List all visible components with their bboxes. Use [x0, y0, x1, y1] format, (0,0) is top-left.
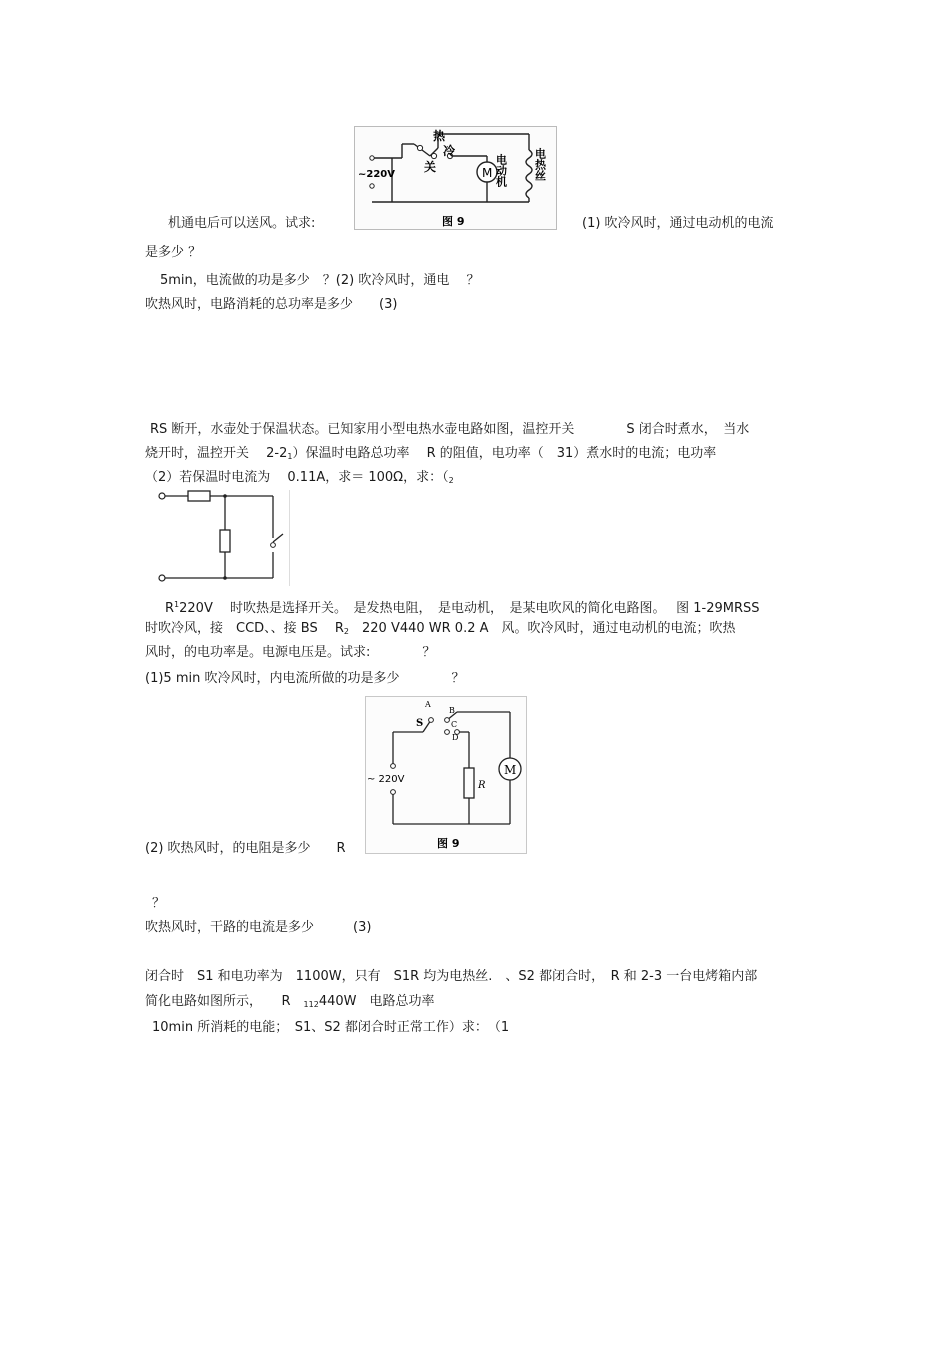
p3-line3: 风时，的电功率是。电源电压是。试求: ？	[145, 645, 436, 660]
p2-line3	[145, 470, 454, 489]
source-label: ~220V	[358, 169, 395, 180]
p2-line2-part-a: 烧开时，温控开关 2-2	[145, 446, 288, 461]
p3-line1-part-b: 220V 时吹热是选择开关。 是发热电阻， 是电动机， 是某电吹风的简化电路图。 图 1-29MRSS	[179, 601, 760, 616]
contact-b-label: B	[449, 706, 455, 715]
p2-line3-subscript: 2	[448, 476, 454, 485]
p3-line2	[145, 621, 736, 640]
switch-s-label: S	[416, 718, 424, 729]
contact-d-label: D	[452, 733, 459, 742]
p3-line1-part-a: R	[165, 601, 175, 616]
motor-symbol-label: M	[482, 166, 493, 180]
p3-line2-part-a: 时吹冷风，接 CCD、、接 BS R	[145, 621, 344, 636]
p3-line4: (1)5 min 吹冷风时，内电流所做的功是多少 ？	[145, 671, 465, 686]
p3-line1-superscript: 1	[174, 600, 180, 609]
heating-wire-label: 电热丝	[533, 148, 547, 181]
p1-line1-right: (1) 吹冷风时，通过电动机的电流	[582, 216, 774, 231]
resistor-r-label: R	[478, 780, 486, 791]
cold-label: 冷	[443, 144, 456, 158]
p4-line2-subscript: 112	[303, 1000, 319, 1009]
p2-line2-subscript: 1	[287, 452, 293, 461]
p3-line7: 吹热风时，干路的电流是多少 (3)	[145, 920, 372, 935]
p1-line3: 5min，电流做的功是多少 ？(2) 吹冷风时，通电 ？	[160, 273, 480, 288]
motor-m-label: M	[504, 763, 517, 777]
off-label: 关	[424, 160, 437, 174]
p2-line3-part-a: （2）若保温时电流为 0.11A，求＝ 100Ω，求：（	[145, 470, 449, 485]
kettle-circuit-diagram	[155, 490, 290, 586]
figure-kettle-circuit	[155, 490, 290, 586]
figure-caption: 图 9	[437, 837, 460, 850]
figure-caption: 图 9	[442, 215, 465, 228]
p3-line2-subscript: 2	[343, 627, 349, 636]
selector-circuit-diagram	[365, 696, 527, 854]
p1-line1-left: 机通电后可以送风。试求:	[168, 216, 316, 231]
hot-label: 热	[433, 129, 446, 143]
p2-line1: RS 断开，水壶处于保温状态。已知家用小型电热水壶电路如图，温控开关 S 闭合时煮水， 当水	[150, 422, 750, 437]
figure-hairdryer-circuit	[354, 126, 557, 230]
p3-line6: ？	[152, 896, 166, 911]
p4-line2-part-b: 440W 电路总功率	[318, 994, 435, 1009]
p1-line2: 是多少 ？	[145, 245, 202, 260]
p2-line2-part-b: ）保温时电路总功率 R 的阻值，电功率（ 31）煮水时的电流；电功率	[292, 446, 717, 461]
p2-line2	[145, 446, 716, 465]
figure-selector-circuit	[365, 696, 527, 854]
contact-c-label: C	[451, 720, 458, 729]
p4-line2-part-a: 简化电路如图所示， R	[145, 994, 304, 1009]
source-220v-label: ~ 220V	[367, 774, 405, 785]
p4-line2	[145, 994, 435, 1013]
motor-label: 电动机	[494, 154, 508, 187]
p3-line1	[165, 597, 760, 617]
hairdryer-circuit-diagram	[354, 126, 557, 230]
p3-line5: (2) 吹热风时，的电阻是多少 R	[145, 841, 346, 856]
p1-line4: 吹热风时，电路消耗的总功率是多少 (3)	[145, 297, 398, 312]
contact-a-label: A	[425, 700, 431, 709]
p3-line2-part-b: 220 V440 WR 0.2 A 风。吹冷风时，通过电动机的电流；吹热	[349, 621, 736, 636]
p4-line1: 闭合时 S1 和电功率为 1100W，只有 S1R 均为电热丝. 、S2 都闭合时， R 和 2-3 一台电烤箱内部	[145, 969, 758, 984]
p4-line3: 10min 所消耗的电能； S1、S2 都闭合时正常工作）求： （1	[152, 1020, 510, 1035]
